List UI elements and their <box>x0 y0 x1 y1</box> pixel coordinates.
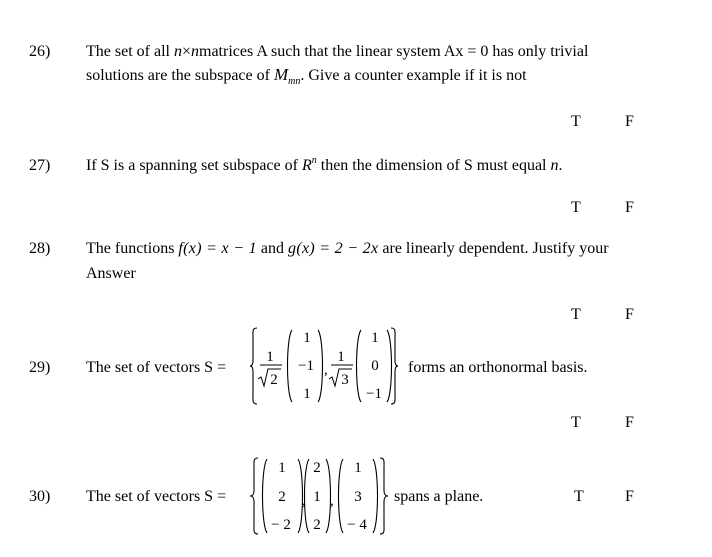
q30-vec3-entry-2: 3 <box>354 489 362 505</box>
question-26-line-1 <box>86 44 588 60</box>
q27-true-option[interactable]: T <box>571 199 581 216</box>
q30-vec1-entry-3: − 2 <box>271 517 291 533</box>
q29-true-option[interactable]: T <box>571 414 581 431</box>
q30-vec1-left-paren <box>263 459 268 533</box>
q28-g-expression: g(x) = 2 − 2x <box>288 240 379 257</box>
q30-vector-set <box>249 453 389 539</box>
q27-false-option[interactable]: F <box>625 199 634 216</box>
q30-vec3-entry-1: 1 <box>354 460 362 476</box>
q29-coef2-denominator: 3 <box>341 372 349 388</box>
q29-coef1-denominator: 2 <box>270 372 278 388</box>
q27-text-b: then the dimension of S must equal <box>316 157 551 174</box>
question-27-line <box>86 155 563 174</box>
q29-false-option[interactable]: F <box>625 414 634 431</box>
q30-vec2-entry-3: 2 <box>313 517 321 533</box>
q29-left-brace <box>250 328 257 404</box>
q29-vec2-entry-3: −1 <box>366 386 382 402</box>
q27-text-c: . <box>558 157 563 174</box>
question-28-line-2: Answer <box>86 265 136 282</box>
question-28-number: 28) <box>29 240 51 257</box>
question-30-number: 30) <box>29 488 51 505</box>
q28-text-b: are linearly dependent. Justify your <box>378 240 609 257</box>
q28-f-expression: f(x) = x − 1 <box>178 240 257 257</box>
q29-text-b: forms an orthonormal basis. <box>408 359 588 376</box>
q29-vec2-right-paren <box>387 330 392 402</box>
q29-vector-set <box>250 324 410 408</box>
q30-left-brace <box>250 458 258 534</box>
q30-vec3-entry-3: − 4 <box>347 517 367 533</box>
q30-vec1-entry-1: 1 <box>278 460 286 476</box>
q29-vec1-entry-2: −1 <box>298 358 314 374</box>
q27-n: n <box>550 157 559 174</box>
q30-vec3-left-paren <box>339 459 344 533</box>
q29-vec1-entry-1: 1 <box>303 330 311 346</box>
q29-coef2-numerator: 1 <box>337 349 345 365</box>
q29-vec2-entry-2: 0 <box>371 358 379 374</box>
q29-text-a: The set of vectors S = <box>86 359 227 376</box>
q30-false-option[interactable]: F <box>625 488 634 505</box>
q28-and: and <box>256 240 289 257</box>
q29-coef1-numerator: 1 <box>266 349 274 365</box>
q26-text-a: The set of all <box>86 43 174 60</box>
q29-comma: , <box>324 362 328 378</box>
q30-vec3-right-paren <box>373 459 378 533</box>
q26-false-option[interactable]: F <box>625 113 634 130</box>
question-29-number: 29) <box>29 359 51 376</box>
question-26-line-2 <box>86 65 527 87</box>
q27-R: R <box>301 157 312 174</box>
q30-text-a: The set of vectors S = <box>86 488 227 505</box>
question-26-number: 26) <box>29 43 51 60</box>
q30-vec1-entry-2: 2 <box>278 489 286 505</box>
q27-R-sup: n <box>311 155 317 166</box>
q28-text-a: The functions <box>86 240 179 257</box>
q26-true-option[interactable]: T <box>571 113 581 130</box>
q26-text-d: . Give a counter example if it is not <box>300 67 527 84</box>
q28-true-option[interactable]: T <box>571 306 581 323</box>
q30-comma-2: , <box>330 493 334 509</box>
q26-n1: n <box>173 43 182 60</box>
q29-vec2-entry-1: 1 <box>371 330 379 346</box>
q30-vec2-entry-1: 2 <box>313 460 321 476</box>
question-27-number: 27) <box>29 157 51 174</box>
q26-text-c: solutions are the subspace of <box>86 67 274 84</box>
q29-vec1-right-paren <box>318 330 323 402</box>
q26-text-b: matrices A such that the linear system Ax = 0 has only trivial <box>199 43 589 60</box>
q30-text-b: spans a plane. <box>394 488 484 505</box>
q29-vec1-left-paren <box>288 330 293 402</box>
q26-M: M <box>273 65 289 84</box>
q26-M-sub: mn <box>288 76 301 87</box>
q30-comma-1: , <box>302 493 306 509</box>
q28-false-option[interactable]: F <box>625 306 634 323</box>
q30-true-option[interactable]: T <box>574 488 584 505</box>
q30-right-brace <box>380 458 388 534</box>
q26-times: × <box>181 43 191 60</box>
q27-text-a: If S is a spanning set subspace of <box>86 157 302 174</box>
q26-n2: n <box>191 43 199 60</box>
q29-vec2-left-paren <box>357 330 362 402</box>
q30-vec2-entry-2: 1 <box>313 489 321 505</box>
question-28-line-1 <box>86 241 609 257</box>
q29-vec1-entry-3: 1 <box>303 386 311 402</box>
